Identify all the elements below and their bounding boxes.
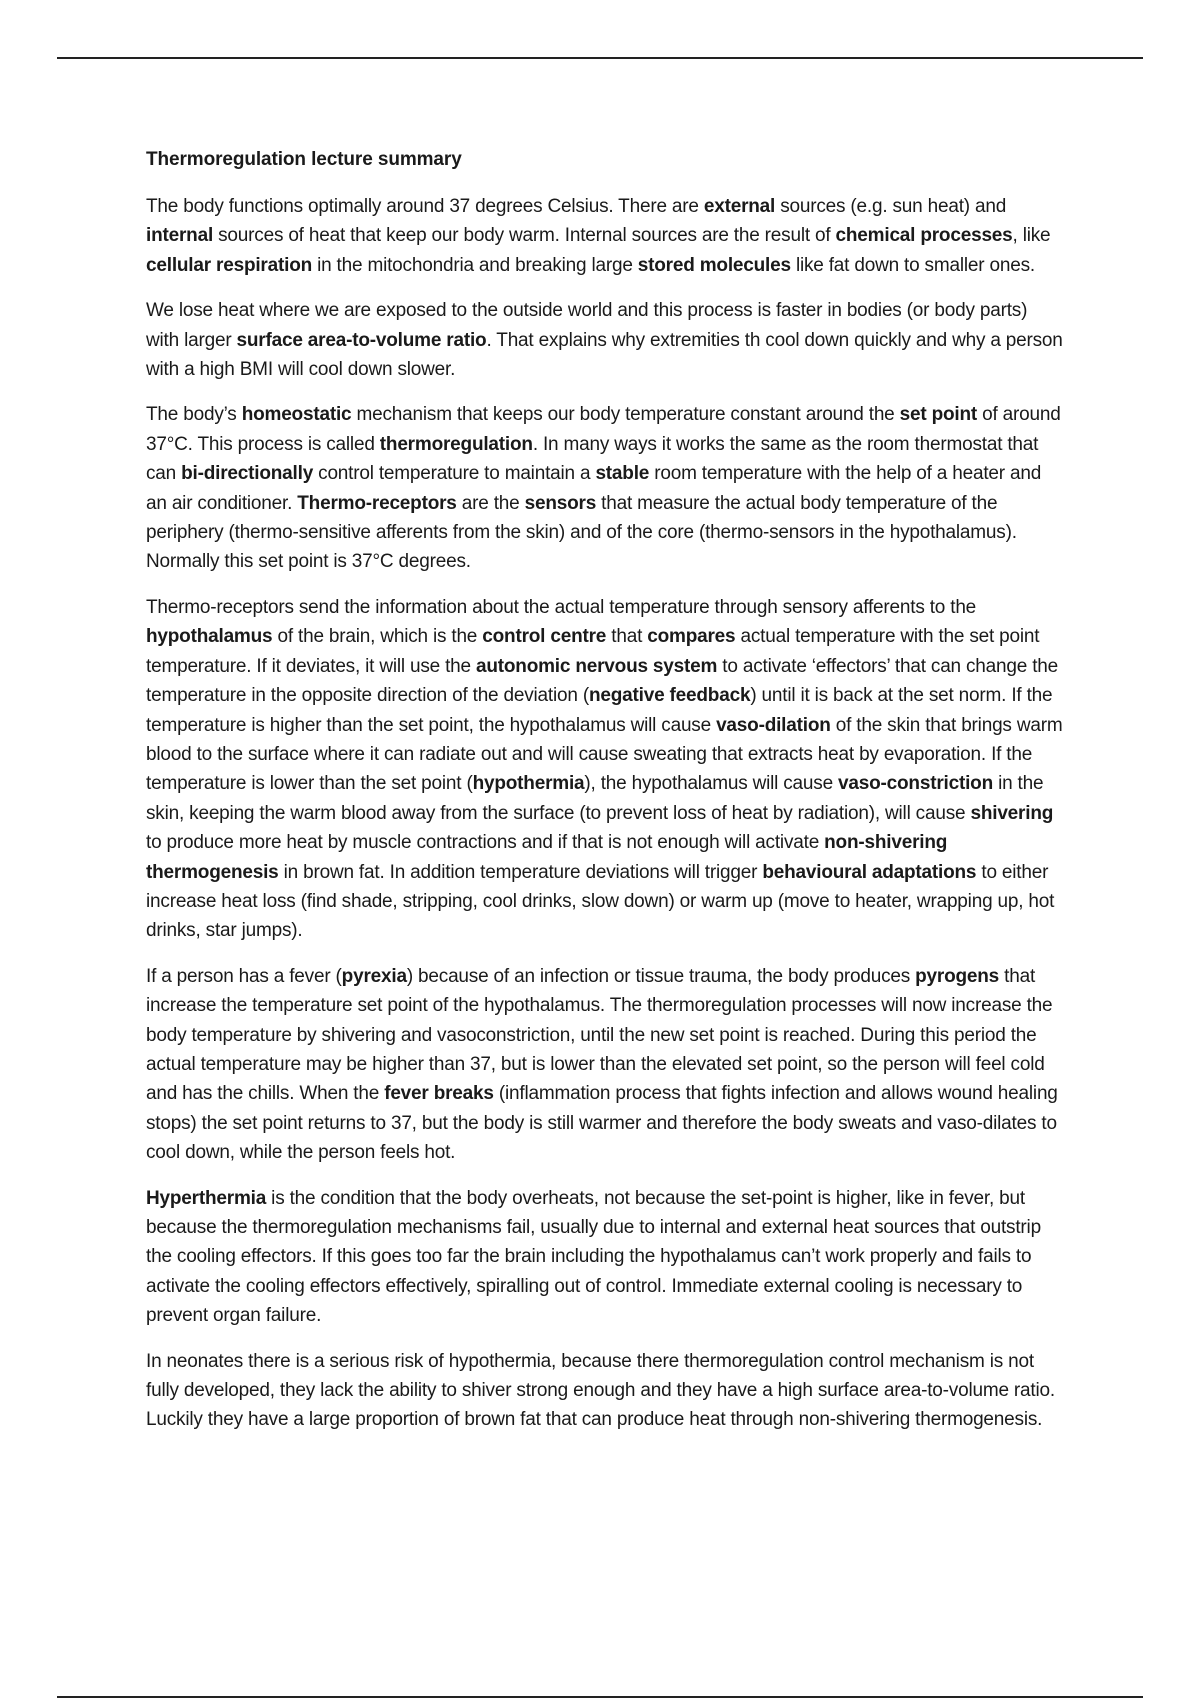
bold-term: internal bbox=[146, 225, 214, 247]
text-run: to produce more heat by muscle contractions and if that is not enough will activate bbox=[146, 832, 825, 854]
bold-term: cellular respiration bbox=[146, 254, 313, 276]
text-run: sources of heat that keep our body warm. Internal sources are the result of bbox=[213, 225, 836, 247]
bold-term: hypothalamus bbox=[146, 626, 273, 648]
text-run: sources (e.g. sun heat) and bbox=[775, 196, 1007, 217]
bold-term: fever breaks bbox=[384, 1083, 494, 1105]
text-run: actual temperature with the set point temperature. If it deviates, it will use the bbox=[146, 626, 1040, 677]
text-run: . That explains why extremities th cool down quickly and why a person with a high BMI will cool down slower. bbox=[146, 329, 1063, 381]
text-run: ), the hypothalamus will cause bbox=[584, 773, 839, 795]
text-run: ) until it is back at the set norm. If the temperature is higher than the set point, the hypothalamus will cause bbox=[146, 685, 1053, 736]
text-run: of the skin that brings warm blood to the surface where it can radiate out and will cause sweating that extracts heat by evaporation. If the temperature is lower than the set point ( bbox=[146, 714, 1063, 795]
text-run: that bbox=[606, 626, 648, 648]
bold-term: thermoregulation bbox=[379, 433, 533, 455]
bold-term: surface area-to-volume ratio bbox=[236, 329, 487, 351]
text-run: The body functions optimally around 37 degrees Celsius. There are bbox=[146, 196, 704, 217]
bold-term: set point bbox=[899, 404, 978, 426]
text-run: to either increase heat loss (find shade, stripping, cool drinks, slow down) or warm up (move to heater, wrapping up, hot drinks, star jumps). bbox=[146, 861, 1055, 942]
text-run: are the bbox=[456, 492, 525, 514]
text-run: Thermo-receptors send the information about the actual temperature through sensory afferents to the bbox=[146, 596, 977, 618]
bold-term: hypothermia bbox=[472, 773, 585, 795]
paragraph-list bbox=[146, 192, 1064, 1435]
text-run: If a person has a fever ( bbox=[146, 965, 342, 987]
text-run: that increase the temperature set point of the hypothalamus. The thermoregulation processes will now increase the body temperature by shivering and vasoconstriction, until the new set point is reached. During this period the actual temperature may be higher than 37, but is lower than the elevated set point, so the person will feel cold and has the chills. When the bbox=[146, 965, 1053, 1105]
paragraph bbox=[146, 1184, 1064, 1331]
bold-term: compares bbox=[647, 626, 736, 648]
footer-rule bbox=[57, 1696, 1143, 1698]
text-run: , like bbox=[1012, 225, 1051, 247]
paragraph bbox=[146, 962, 1064, 1168]
bold-term: Hyperthermia bbox=[146, 1187, 267, 1209]
bold-term: vaso-dilation bbox=[716, 714, 831, 736]
text-run: of around 37°C. This process is called bbox=[146, 404, 1061, 455]
text-run: room temperature with the help of a heater and an air conditioner. bbox=[146, 463, 1042, 514]
text-run: like fat down to smaller ones. bbox=[790, 254, 1035, 276]
bold-term: non-shivering thermogenesis bbox=[146, 832, 948, 883]
document-body bbox=[146, 146, 1064, 1451]
bold-term: stable bbox=[595, 463, 650, 485]
paragraph bbox=[146, 296, 1064, 384]
document-title: Thermoregulation lecture summary bbox=[146, 149, 462, 170]
text-run: that measure the actual body temperature of the periphery (thermo-sensitive afferents from the skin) and of the core (thermo-sensors in the hypothalamus). Normally this set point is 37°C degrees. bbox=[146, 492, 1017, 573]
bold-term: sensors bbox=[524, 492, 597, 514]
bold-term: pyrexia bbox=[341, 965, 407, 987]
text-run: (inflammation process that fights infection and allows wound healing stops) the set point returns to 37, but the body is still warmer and therefore the body sweats and vaso-dilates to cool down, while the person feels hot. bbox=[146, 1083, 1058, 1164]
text-run: The body’s bbox=[146, 404, 242, 426]
text-run: in the mitochondria and breaking large bbox=[312, 254, 638, 276]
text-run: in the skin, keeping the warm blood away from the surface (to prevent loss of heat by radiation), will cause bbox=[146, 773, 1044, 824]
text-run: . In many ways it works the same as the room thermostat that can bbox=[146, 433, 1039, 485]
paragraph bbox=[146, 1347, 1064, 1435]
text-run: control temperature to maintain a bbox=[313, 463, 596, 485]
text-run: of the brain, which is the bbox=[272, 626, 483, 648]
bold-term: vaso-constriction bbox=[838, 773, 993, 795]
paragraph bbox=[146, 192, 1064, 280]
text-run: in brown fat. In addition temperature deviations will trigger bbox=[278, 861, 763, 883]
bold-term: shivering bbox=[970, 802, 1054, 824]
bold-term: pyrogens bbox=[915, 965, 1000, 987]
bold-term: autonomic nervous system bbox=[476, 655, 718, 677]
text-run: We lose heat where we are exposed to the outside world and this process is faster in bodies (or body parts) with larger bbox=[146, 300, 1028, 351]
bold-term: behavioural adaptations bbox=[762, 861, 977, 883]
bold-term: chemical processes bbox=[835, 225, 1013, 247]
bold-term: bi-directionally bbox=[181, 463, 314, 485]
paragraph bbox=[146, 400, 1064, 576]
bold-term: stored molecules bbox=[637, 254, 791, 276]
text-run: ) because of an infection or tissue trauma, the body produces bbox=[406, 965, 916, 987]
text-run: is the condition that the body overheats, not because the set-point is higher, like in fever, but because the thermoregulation mechanisms fail, usually due to internal and external heat sources that outstrip the cooling effectors. If this goes too far the brain including the hypothalamus can’t work properly and fails to activate the cooling effectors effectively, spiralling out of control. Immediate external cooling is necessary to prevent organ failure. bbox=[146, 1187, 1041, 1327]
bold-term: homeostatic bbox=[241, 404, 352, 426]
text-run: In neonates there is a serious risk of hypothermia, because there thermoregulation control mechanism is not fully developed, they lack the ability to shiver strong enough and they have a high surface area-to-volume ratio. Luckily they have a large proportion of brown fat that can produce heat through non-shivering thermogenesis. bbox=[146, 1350, 1055, 1431]
bold-term: control centre bbox=[482, 626, 607, 648]
bold-term: Thermo-receptors bbox=[297, 492, 457, 514]
text-run: mechanism that keeps our body temperature constant around the bbox=[351, 404, 900, 426]
header-rule bbox=[57, 57, 1143, 59]
bold-term: negative feedback bbox=[588, 685, 751, 707]
bold-term: external bbox=[703, 196, 776, 217]
paragraph bbox=[146, 593, 1064, 946]
text-run: to activate ‘effectors’ that can change the temperature in the opposite direction of the deviation ( bbox=[146, 655, 1059, 707]
